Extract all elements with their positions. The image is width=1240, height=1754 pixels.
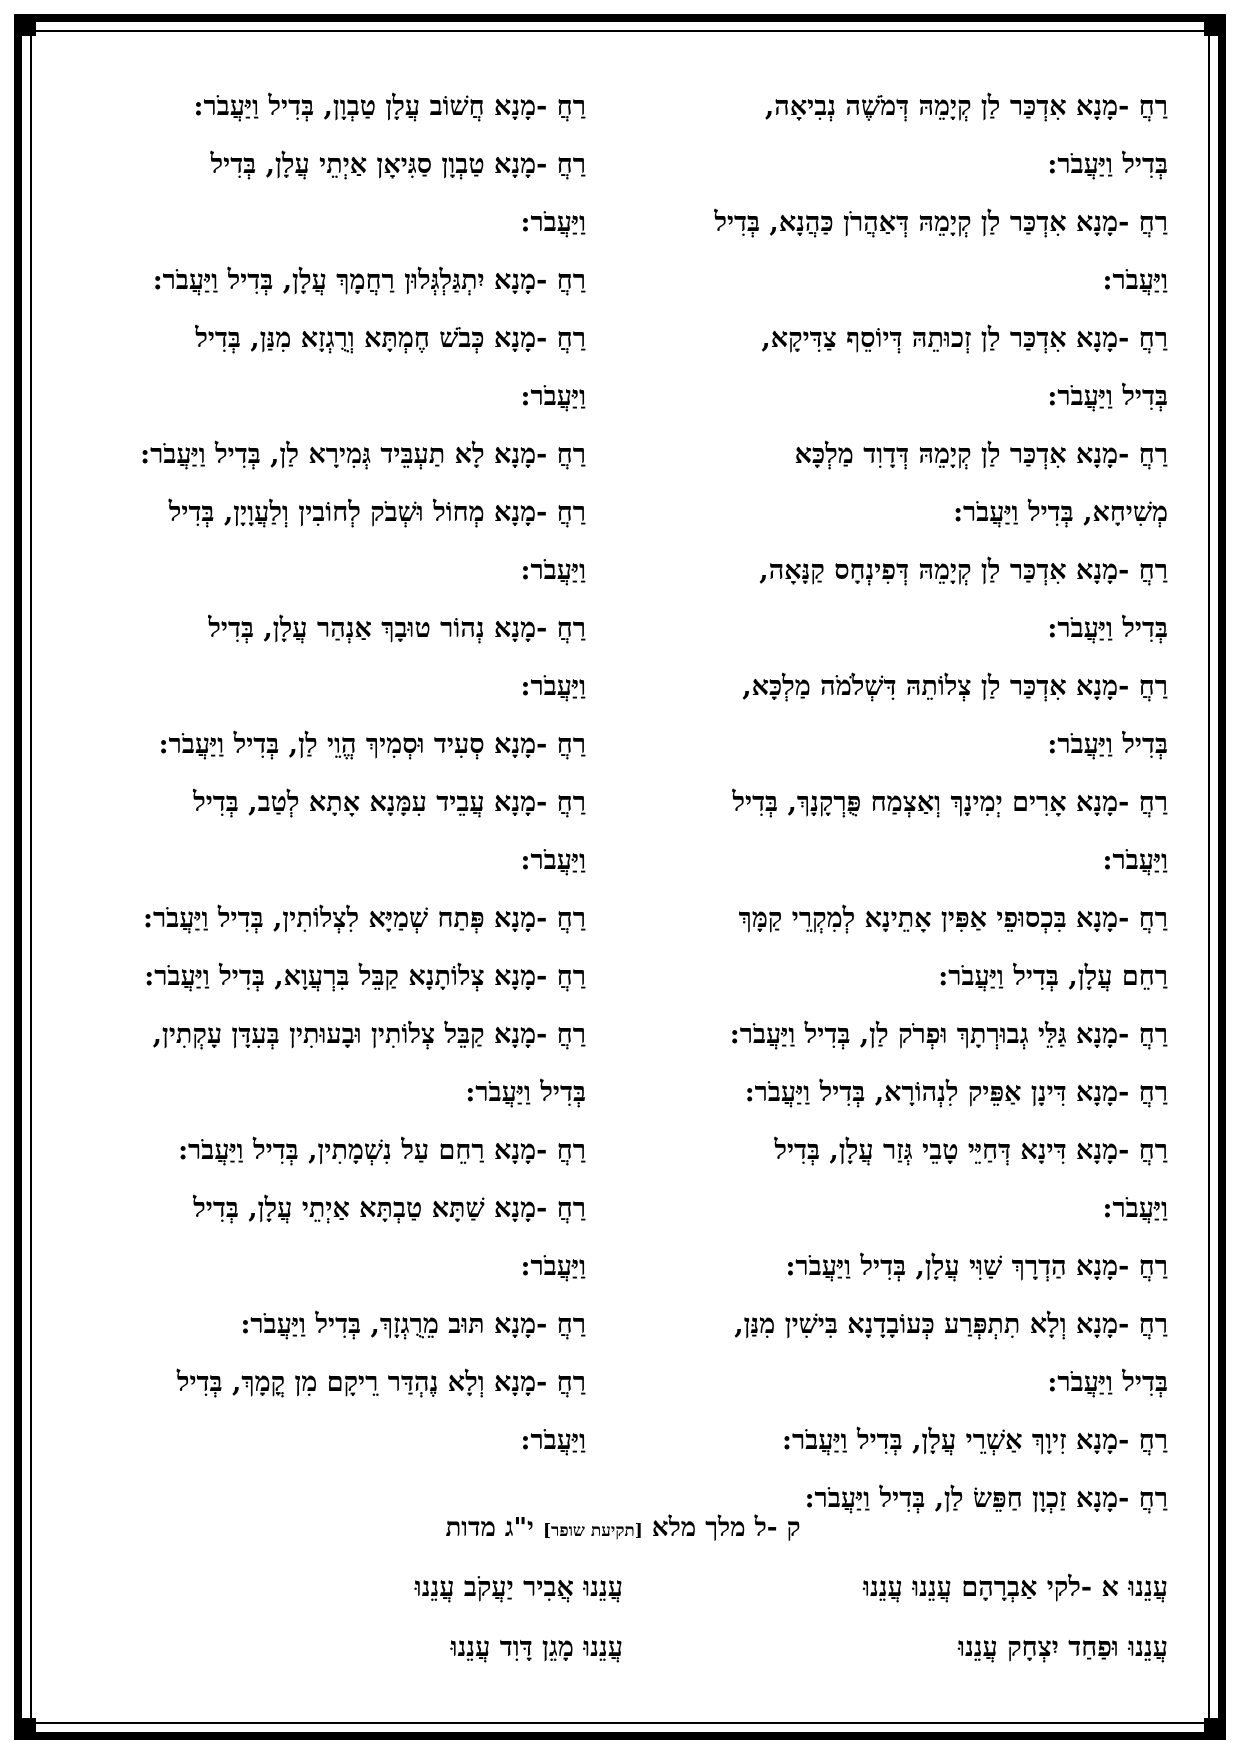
verse-line: רַחֲ -מָנָא כְּבֹשׁ חֶמְתָּא וְרֻגְזָא מִנַּן, בְּדִיל xyxy=(195,323,586,354)
verse-line: רַחֲ -מָנָא פְּתַח שְׁמַיָּא לִצְלוֹתִין, בְּדִיל וַיַּעֲבֹר: xyxy=(143,903,586,934)
verse-line: רַחֲ -מָנָא סְעִיד וּסְמִיךְ הֱוֵי לַן, בְּדִיל וַיַּעֲבֹר: xyxy=(158,729,586,760)
verse-line: רַחֲ -מָנָא טַבְוָן סַגִּיאָן אַיְתֵי עֲלָן, בְּדִיל xyxy=(210,149,586,180)
anenu-line: עֲנֵנוּ אֲבִיר יַעֲקֹב עֲנֵנוּ xyxy=(414,1572,623,1603)
border-corner xyxy=(1204,1718,1226,1740)
verse-line: בְּדִיל וַיַּעֲבֹר: xyxy=(1047,1367,1168,1398)
verse-line: רַחֲ -מָנָא יִתְגַּלְגְּלוּן רַחֲמָךְ עֲלָן, בְּדִיל וַיַּעֲבֹר: xyxy=(152,265,586,296)
verse-line: רַחֲ -מָנָא וְלָא נֶהְדַּר רֵיקָם מִן קֳמָךְ, בְּדִיל xyxy=(176,1367,586,1398)
verse-line: מְשִׁיחָא, בְּדִיל וַיַּעֲבֹר: xyxy=(953,497,1168,528)
anenu-line: עֲנֵנוּ א -לקי אַבְרָהָם עֲנֵנוּ עֲנֵנוּ xyxy=(863,1572,1168,1603)
verse-line: רַחֲ -מָנָא זַכְוָן חַפֵּשׂ לַן, בְּדִיל וַיַּעֲבֹר: xyxy=(804,1483,1168,1514)
prayer-column-right xyxy=(628,78,1168,1528)
verse-line: רַחֲ -מָנָא זִיוָךְ אַשְׁרֵי עֲלָן, בְּדִיל וַיַּעֲבֹר: xyxy=(782,1425,1168,1456)
verse-line: וַיַּעֲבֹר: xyxy=(520,207,586,238)
verse-line: רַחֲ -מָנָא אִדְכַּר לַן קְיָמֵהּ דְּאַהֲרֹן כַּהֲנָא, בְּדִיל xyxy=(714,207,1168,238)
verse-line: וַיַּעֲבֹר: xyxy=(520,555,586,586)
verse-line: וַיַּעֲבֹר: xyxy=(520,381,586,412)
verse-line: בְּדִיל וַיַּעֲבֹר: xyxy=(1047,149,1168,180)
verse-line: רַחֵם עֲלָן, בְּדִיל וַיַּעֲבֹר: xyxy=(938,961,1168,992)
anenu-line: עֲנֵנוּ וּפַחַד יִצְחָק עֲנֵנוּ xyxy=(958,1632,1168,1663)
verse-line: רַחֲ -מָנָא בִּכְסוּפֵי אַפִּין אָתֵינָא לְמִקְרֵי קַמָּךְ xyxy=(738,903,1168,934)
verse-line: רַחֲ -מָנָא אִדְכַּר לַן זְכוּתֵהּ דְּיוֹסֵף צַדִּיקָא, xyxy=(761,323,1168,354)
border-corner xyxy=(14,1718,36,1740)
verse-line: רַחֲ -מָנָא אִדְכַּר לַן צְלוֹתֵהּ דִּשְׁלֹמֹה מַלְכָּא, xyxy=(742,671,1168,702)
anenu-row xyxy=(78,1558,1168,1618)
verse-line: בְּדִיל וַיַּעֲבֹר: xyxy=(1047,729,1168,760)
border-corner xyxy=(14,14,36,36)
verse-line: רַחֲ -מָנָא אִדְכַּר לַן קְיָמֵהּ דְּמֹשֶׁה נְבִיאָה, xyxy=(764,91,1168,122)
verse-line: רַחֲ -מָנָא אִדְכַּר לַן קְיָמֵהּ דְּפִינְחָס קַנָּאָה, xyxy=(759,555,1168,586)
heading-main: ק -ל מלך מלא xyxy=(651,1513,801,1543)
prayer-column-left xyxy=(46,78,586,1470)
verse-line: רַחֲ -מָנָא שַׁתָּא טַבְתָּא אַיְתֵי עֲלָן, בְּדִיל xyxy=(193,1193,586,1224)
verse-line: רַחֲ -מָנָא דִּינָן אַפֵּיק לִנְהוֹרָא, בְּדִיל וַיַּעֲבֹר: xyxy=(744,1077,1168,1108)
verse-line: רַחֲ -מָנָא דִּינָא דְּחַיֵּי טָבֵי גְּזַר עֲלָן, בְּדִיל xyxy=(774,1135,1168,1166)
verse-line: רַחֲ -מָנָא נְהוֹר טוּבָךְ אַנְהַר עֲלָן, בְּדִיל xyxy=(208,613,586,644)
verse-line: וַיַּעֲבֹר: xyxy=(1102,1193,1168,1224)
verse-line: רַחֲ -מָנָא אָרִים יְמִינָךְ וְאַצְמַח פֻּרְקָנָךְ, בְּדִיל xyxy=(732,787,1168,818)
verse-line: בְּדִיל וַיַּעֲבֹר: xyxy=(1047,613,1168,644)
verse-line: רַחֲ -מָנָא צְלוֹתָנָא קַבֵּל בִּרְעֲוָא, בְּדִיל וַיַּעֲבֹר: xyxy=(144,961,586,992)
verse-line: וַיַּעֲבֹר: xyxy=(520,671,586,702)
verse-line: רַחֲ -מָנָא רַחֵם עַל נִשְׁמָתִין, בְּדִיל וַיַּעֲבֹר: xyxy=(178,1135,586,1166)
verse-line: רַחֲ -מָנָא אִדְכַּר לַן קְיָמֵהּ דְּדָוִד מַלְכָּא xyxy=(794,439,1168,470)
closing-section xyxy=(78,1498,1168,1678)
verse-line: רַחֲ -מָנָא גַּלֵּי גְבוּרְתָךְ וּפְרֹק לַן, בְּדִיל וַיַּעֲבֹר: xyxy=(729,1019,1168,1050)
verse-line: רַחֲ -מָנָא חֲשׁוֹב עֲלָן טַבְוָן, בְּדִיל וַיַּעֲבֹר: xyxy=(193,91,586,122)
anenu-line: עֲנֵנוּ מָגֵן דָּוִד עֲנֵנוּ xyxy=(450,1632,623,1663)
verse-line: וַיַּעֲבֹר: xyxy=(520,1251,586,1282)
verse-line: וַיַּעֲבֹר: xyxy=(1102,845,1168,876)
verse-line: רַחֲ -מָנָא וְלָא תִתְפְּרַע כְּעוֹבָדָנָא בִּישִׁין מִנַּן, xyxy=(734,1309,1168,1340)
shofar-note: [תקיעת שופר] xyxy=(542,1521,643,1541)
thirteen-attributes-heading xyxy=(78,1498,1168,1558)
verse-line: וַיַּעֲבֹר: xyxy=(1102,265,1168,296)
verse-line: וַיַּעֲבֹר: xyxy=(520,845,586,876)
verse-line: רַחֲ -מָנָא לָא תַעְבֵּיד גְּמִירָא לַן, בְּדִיל וַיַּעֲבֹר: xyxy=(140,439,586,470)
heading-end: י"ג מדות xyxy=(445,1513,534,1543)
verse-line: רַחֲ -מָנָא תּוּב מֵרֻגְזָךְ, בְּדִיל וַיַּעֲבֹר: xyxy=(240,1309,586,1340)
border-corner xyxy=(1204,14,1226,36)
verse-line: וַיַּעֲבֹר: xyxy=(520,1425,586,1456)
verse-line: רַחֲ -מָנָא מְחוֹל וּשְׁבֹק לְחוֹבִין וְלַעֲוָיָן, בְּדִיל xyxy=(168,497,586,528)
verse-line: רַחֲ -מָנָא הַדְרָךְ שַׁוִּי עֲלָן, בְּדִיל וַיַּעֲבֹר: xyxy=(785,1251,1168,1282)
verse-line: בְּדִיל וַיַּעֲבֹר: xyxy=(1047,381,1168,412)
verse-line: רַחֲ -מָנָא קַבֵּל צְלוֹתִין וּבָעוּתִין בְּעִדָּן עָקְתִין, xyxy=(152,1019,586,1050)
verse-line: רַחֲ -מָנָא עֲבֵיד עִמָּנָא אָתָא לְטַב, בְּדִיל xyxy=(193,787,586,818)
verse-line: בְּדִיל וַיַּעֲבֹר: xyxy=(465,1077,586,1108)
anenu-row xyxy=(78,1618,1168,1678)
